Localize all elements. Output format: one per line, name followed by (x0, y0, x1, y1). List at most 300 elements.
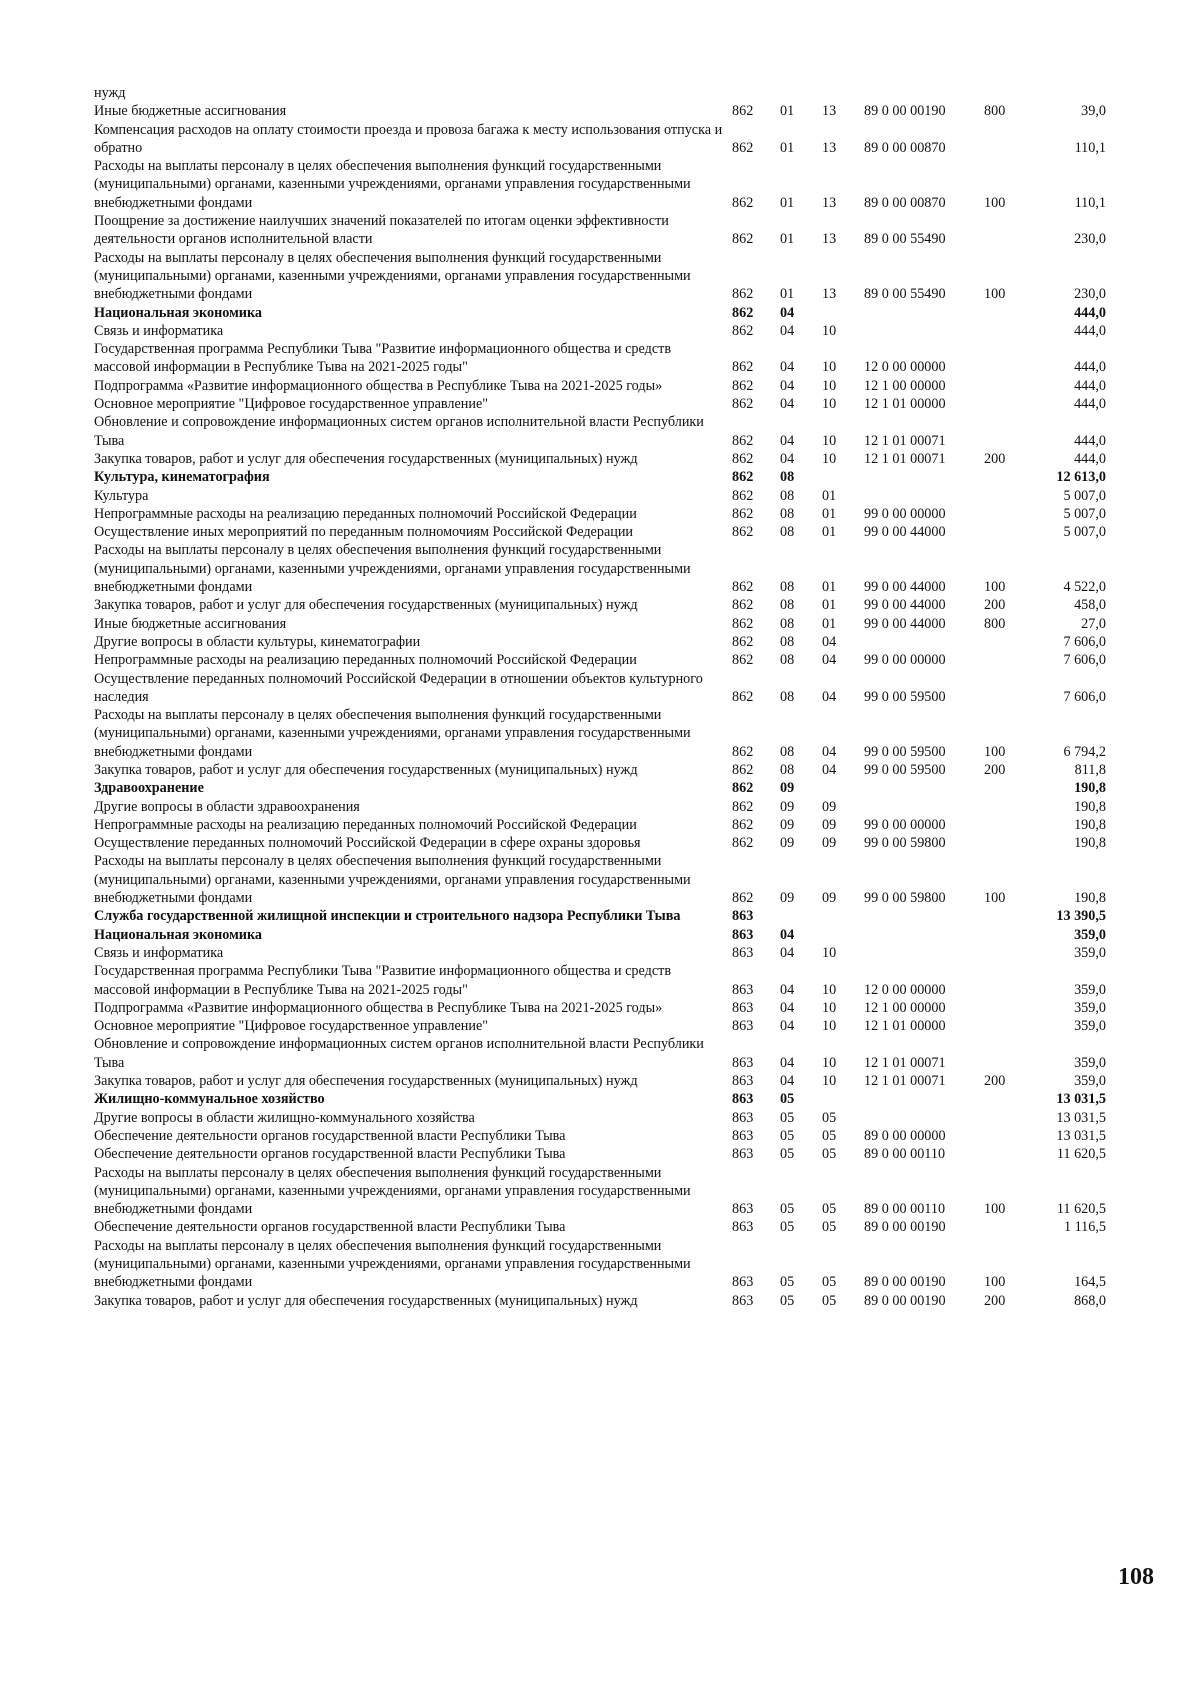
row-subsection: 10 (822, 1073, 837, 1090)
row-target-article (864, 1090, 984, 1108)
row-expense-type: 200 (984, 450, 1006, 467)
row-target-article (864, 304, 984, 322)
row-subsection: 01 (822, 579, 837, 596)
row-amount: 4 522,0 (1063, 579, 1106, 596)
row-admin-code: 863 (732, 1219, 754, 1236)
row-expense-type (984, 999, 1036, 1017)
row-expense-type (984, 944, 1036, 962)
row-name: Осуществление иных мероприятий по переданным полномочиям Российской Федерации (94, 524, 634, 541)
row-target-article: 89 0 00 00870 (864, 194, 946, 211)
row-subsection: 10 (822, 1018, 837, 1035)
row-admin-code: 862 (732, 432, 754, 449)
row-name: Другие вопросы в области культуры, кинематографии (94, 633, 421, 650)
row-admin-code: 862 (732, 597, 754, 614)
row-expense-type (984, 907, 1036, 925)
table-row (94, 249, 1106, 304)
row-amount: 811,8 (1074, 761, 1106, 778)
table-row (94, 999, 1106, 1017)
row-section: 08 (780, 469, 795, 486)
row-name: Национальная экономика (94, 304, 263, 321)
row-subsection: 10 (822, 1054, 837, 1071)
row-name: Непрограммные расходы на реализацию переданных полномочий Российской Федерации (94, 652, 637, 669)
row-name: Подпрограмма «Развитие информационного общества в Республике Тыва на 2021-2025 годы» (94, 999, 663, 1016)
row-section: 05 (780, 1127, 795, 1144)
row-amount: 190,8 (1074, 816, 1106, 833)
row-admin-code: 862 (732, 377, 754, 394)
row-amount: 190,8 (1074, 890, 1106, 907)
row-target-article: 99 0 00 00000 (864, 652, 946, 669)
row-expense-type (984, 84, 1036, 102)
row-expense-type (984, 395, 1036, 413)
row-admin-code: 862 (732, 359, 754, 376)
row-target-article: 12 0 00 00000 (864, 981, 946, 998)
row-section: 08 (780, 633, 795, 650)
row-admin-code: 862 (732, 487, 754, 504)
row-section: 04 (780, 981, 795, 998)
row-admin-code: 863 (732, 1146, 754, 1163)
row-section: 04 (780, 1018, 795, 1035)
budget-table (94, 84, 1106, 1310)
row-section: 04 (780, 1054, 795, 1071)
row-admin-code: 862 (732, 524, 754, 541)
row-name: Государственная программа Республики Тыва "Развитие информационного общества и средств массовой информации в Республике Тыва на 2021-2025 годы" (94, 341, 672, 376)
row-section: 04 (780, 999, 795, 1016)
row-name: Национальная экономика (94, 926, 263, 943)
row-subsection (822, 907, 864, 925)
table-row (94, 505, 1106, 523)
table-row (94, 212, 1106, 249)
row-name: Расходы на выплаты персоналу в целях обеспечения выполнения функций государственными (муниципальными) органами, казенными учреждениями, органами управления государственными внебюджетными фондами (94, 542, 691, 596)
row-amount: 359,0 (1074, 1018, 1106, 1035)
row-amount: 7 606,0 (1063, 688, 1106, 705)
table-row (94, 1109, 1106, 1127)
row-expense-type (984, 798, 1036, 816)
row-amount: 190,8 (1074, 835, 1106, 852)
row-amount: 458,0 (1074, 597, 1106, 614)
table-row (94, 1218, 1106, 1236)
row-section: 09 (780, 798, 795, 815)
row-admin-code: 863 (732, 981, 754, 998)
row-subsection: 13 (822, 139, 837, 156)
row-admin-code: 863 (732, 1274, 754, 1291)
row-name: Обеспечение деятельности органов государственной власти Республики Тыва (94, 1127, 566, 1144)
row-name: Непрограммные расходы на реализацию переданных полномочий Российской Федерации (94, 505, 637, 522)
row-section: 04 (780, 926, 795, 943)
row-admin-code: 862 (732, 103, 754, 120)
row-subsection: 09 (822, 798, 837, 815)
row-amount: 444,0 (1074, 432, 1106, 449)
row-admin-code: 862 (732, 231, 754, 248)
table-row (94, 121, 1106, 158)
row-name: Подпрограмма «Развитие информационного общества в Республике Тыва на 2021-2025 годы» (94, 377, 663, 394)
row-amount: 27,0 (1081, 615, 1106, 632)
row-expense-type (984, 1017, 1036, 1035)
table-row (94, 1292, 1106, 1310)
row-amount: 13 031,5 (1056, 1091, 1106, 1108)
row-section: 05 (780, 1146, 795, 1163)
row-subsection: 09 (822, 816, 837, 833)
table-row (94, 1035, 1106, 1072)
row-target-article: 99 0 00 00000 (864, 816, 946, 833)
row-target-article: 12 0 00 00000 (864, 359, 946, 376)
table-row (94, 1090, 1106, 1108)
row-name: Иные бюджетные ассигнования (94, 103, 287, 120)
table-row (94, 1017, 1106, 1035)
row-amount: 359,0 (1074, 944, 1106, 961)
table-row (94, 596, 1106, 614)
row-name: Закупка товаров, работ и услуг для обеспечения государственных (муниципальных) нужд (94, 1292, 638, 1309)
table-row (94, 852, 1106, 907)
row-name: Поощрение за достижение наилучших значений показателей по итогам оценки эффективности деятельности органов исполнительной власти (94, 213, 669, 248)
row-name: Обновление и сопровождение информационных систем органов исполнительной власти Республики Тыва (94, 1036, 704, 1071)
row-admin-code: 863 (732, 1054, 754, 1071)
row-subsection: 04 (822, 743, 837, 760)
row-expense-type (984, 651, 1036, 669)
row-target-article: 89 0 00 55490 (864, 286, 946, 303)
row-subsection: 13 (822, 231, 837, 248)
row-admin-code: 862 (732, 505, 754, 522)
table-row (94, 615, 1106, 633)
table-row (94, 1072, 1106, 1090)
row-admin-code: 862 (732, 304, 754, 321)
row-admin-code: 862 (732, 835, 754, 852)
row-expense-type (984, 670, 1036, 707)
budget-table-body (94, 84, 1106, 1310)
row-subsection: 05 (822, 1219, 837, 1236)
row-amount: 359,0 (1074, 926, 1106, 943)
row-amount: 359,0 (1074, 1073, 1106, 1090)
row-name: Компенсация расходов на оплату стоимости проезда и провоза багажа к месту использования отпуска и обратно (94, 121, 723, 156)
row-target-article: 99 0 00 44000 (864, 597, 946, 614)
row-subsection: 04 (822, 652, 837, 669)
row-subsection: 13 (822, 103, 837, 120)
row-expense-type: 800 (984, 615, 1006, 632)
row-name: Закупка товаров, работ и услуг для обеспечения государственных (муниципальных) нужд (94, 1073, 638, 1090)
row-expense-type (984, 1109, 1036, 1127)
row-target-article: 12 1 01 00071 (864, 1073, 946, 1090)
row-section: 04 (780, 322, 795, 339)
row-target-article: 99 0 00 59500 (864, 761, 946, 778)
row-expense-type (984, 487, 1036, 505)
table-row (94, 413, 1106, 450)
row-expense-type (984, 1035, 1036, 1072)
row-subsection (822, 926, 864, 944)
row-amount: 359,0 (1074, 1054, 1106, 1071)
row-name: Обеспечение деятельности органов государственной власти Республики Тыва (94, 1146, 566, 1163)
row-section: 08 (780, 688, 795, 705)
row-admin-code: 862 (732, 652, 754, 669)
row-admin-code: 863 (732, 908, 754, 925)
row-expense-type (984, 505, 1036, 523)
row-amount: 359,0 (1074, 981, 1106, 998)
row-amount: 230,0 (1074, 286, 1106, 303)
row-target-article: 89 0 00 00190 (864, 1219, 946, 1236)
row-section: 08 (780, 579, 795, 596)
row-name: нужд (94, 85, 126, 101)
table-row (94, 706, 1106, 761)
row-admin-code: 863 (732, 1292, 754, 1309)
row-section: 05 (780, 1109, 795, 1126)
table-row (94, 102, 1106, 120)
row-expense-type: 100 (984, 743, 1006, 760)
table-row (94, 450, 1106, 468)
row-target-article (864, 322, 984, 340)
row-amount: 359,0 (1074, 999, 1106, 1016)
row-amount: 7 606,0 (1063, 652, 1106, 669)
row-amount: 5 007,0 (1063, 505, 1106, 522)
row-amount: 190,8 (1074, 780, 1106, 797)
table-row (94, 834, 1106, 852)
row-expense-type (984, 926, 1036, 944)
row-section (780, 84, 822, 102)
row-target-article: 12 1 01 00000 (864, 1018, 946, 1035)
row-section: 08 (780, 615, 795, 632)
row-admin-code: 862 (732, 579, 754, 596)
row-admin-code: 863 (732, 1073, 754, 1090)
row-admin-code: 862 (732, 286, 754, 303)
row-subsection: 01 (822, 524, 837, 541)
row-amount: 7 606,0 (1063, 633, 1106, 650)
table-row (94, 1237, 1106, 1292)
table-row (94, 523, 1106, 541)
table-row (94, 157, 1106, 212)
row-admin-code: 862 (732, 633, 754, 650)
row-target-article: 12 1 01 00000 (864, 396, 946, 413)
row-section: 05 (780, 1091, 795, 1108)
row-name: Закупка товаров, работ и услуг для обеспечения государственных (муниципальных) нужд (94, 597, 638, 614)
row-amount: 444,0 (1074, 322, 1106, 339)
table-row (94, 761, 1106, 779)
row-admin-code: 862 (732, 743, 754, 760)
row-name: Расходы на выплаты персоналу в целях обеспечения выполнения функций государственными (муниципальными) органами, казенными учреждениями, органами управления государственными внебюджетными фондами (94, 707, 691, 760)
row-subsection: 01 (822, 615, 837, 632)
table-row (94, 779, 1106, 797)
row-section: 01 (780, 231, 795, 248)
table-row (94, 633, 1106, 651)
row-amount: 444,0 (1074, 377, 1106, 394)
row-section: 08 (780, 487, 795, 504)
row-expense-type: 100 (984, 890, 1006, 907)
row-amount: 5 007,0 (1063, 524, 1106, 541)
row-target-article: 89 0 00 00190 (864, 103, 946, 120)
row-name: Расходы на выплаты персоналу в целях обеспечения выполнения функций государственными (муниципальными) органами, казенными учреждениями, органами управления государственными внебюджетными фондами (94, 158, 691, 211)
row-section: 08 (780, 743, 795, 760)
row-target-article (864, 633, 984, 651)
row-amount: 39,0 (1081, 103, 1106, 120)
row-admin-code: 862 (732, 615, 754, 632)
row-subsection: 04 (822, 688, 837, 705)
table-row (94, 670, 1106, 707)
table-row (94, 962, 1106, 999)
row-amount: 12 613,0 (1056, 469, 1106, 486)
table-row (94, 468, 1106, 486)
row-expense-type (984, 304, 1036, 322)
row-section: 05 (780, 1292, 795, 1309)
row-target-article: 99 0 00 44000 (864, 524, 946, 541)
row-expense-type (984, 468, 1036, 486)
row-expense-type: 100 (984, 194, 1006, 211)
table-row (94, 395, 1106, 413)
row-subsection: 10 (822, 450, 837, 467)
row-expense-type (984, 834, 1036, 852)
row-section: 05 (780, 1219, 795, 1236)
table-row (94, 816, 1106, 834)
row-section: 09 (780, 816, 795, 833)
row-name: Расходы на выплаты персоналу в целях обеспечения выполнения функций государственными (муниципальными) органами, казенными учреждениями, органами управления государственными внебюджетными фондами (94, 853, 691, 907)
row-admin-code: 863 (732, 926, 754, 943)
row-amount: 110,1 (1074, 139, 1106, 156)
table-row (94, 84, 1106, 102)
row-expense-type: 800 (984, 103, 1006, 120)
row-name: Осуществление переданных полномочий Российской Федерации в отношении объектов культурного наследия (94, 670, 703, 705)
row-admin-code: 862 (732, 322, 754, 339)
row-target-article (864, 779, 984, 797)
row-amount: 1 116,5 (1063, 1219, 1106, 1236)
row-name: Государственная программа Республики Тыва "Развитие информационного общества и средств массовой информации в Республике Тыва на 2021-2025 годы" (94, 963, 672, 998)
table-row (94, 340, 1106, 377)
row-subsection: 10 (822, 322, 837, 339)
row-section: 04 (780, 396, 795, 413)
row-expense-type (984, 816, 1036, 834)
row-amount: 13 031,5 (1056, 1127, 1106, 1144)
row-amount: 230,0 (1074, 231, 1106, 248)
row-name: Связь и информатика (94, 944, 224, 961)
row-target-article (864, 487, 984, 505)
table-row (94, 926, 1106, 944)
row-target-article: 99 0 00 59500 (864, 688, 946, 705)
row-admin-code: 862 (732, 780, 754, 797)
row-subsection: 05 (822, 1292, 837, 1309)
row-subsection (822, 84, 864, 102)
row-target-article: 99 0 00 00000 (864, 505, 946, 522)
row-expense-type (984, 779, 1036, 797)
row-subsection: 13 (822, 286, 837, 303)
row-admin-code: 863 (732, 1201, 754, 1218)
row-amount: 13 390,5 (1056, 908, 1106, 925)
row-admin-code: 862 (732, 798, 754, 815)
row-section: 05 (780, 1274, 795, 1291)
row-name: Культура (94, 487, 149, 504)
row-subsection: 10 (822, 981, 837, 998)
row-section: 04 (780, 1073, 795, 1090)
row-name: Основное мероприятие "Цифровое государственное управление" (94, 396, 489, 413)
row-admin-code: 862 (732, 688, 754, 705)
table-row (94, 304, 1106, 322)
row-subsection: 04 (822, 633, 837, 650)
row-expense-type (984, 1218, 1036, 1236)
row-expense-type (984, 1127, 1036, 1145)
row-subsection: 10 (822, 359, 837, 376)
row-amount: 6 794,2 (1063, 743, 1106, 760)
table-row (94, 651, 1106, 669)
row-subsection (822, 304, 864, 322)
row-admin-code: 862 (732, 890, 754, 907)
row-expense-type: 100 (984, 1201, 1006, 1218)
table-row (94, 1127, 1106, 1145)
row-expense-type: 100 (984, 579, 1006, 596)
row-section: 04 (780, 377, 795, 394)
row-admin-code: 863 (732, 1127, 754, 1144)
row-name: Расходы на выплаты персоналу в целях обеспечения выполнения функций государственными (муниципальными) органами, казенными учреждениями, органами управления государственными внебюджетными фондами (94, 249, 691, 303)
table-row (94, 944, 1106, 962)
row-admin-code: 863 (732, 1091, 754, 1108)
row-section: 04 (780, 359, 795, 376)
row-target-article: 89 0 00 00110 (864, 1201, 946, 1218)
row-subsection: 05 (822, 1109, 837, 1126)
row-amount: 11 620,5 (1056, 1201, 1106, 1218)
row-target-article: 12 1 01 00071 (864, 450, 946, 467)
row-admin-code: 862 (732, 194, 754, 211)
row-name: Культура, кинематография (94, 469, 270, 486)
row-subsection (822, 468, 864, 486)
row-subsection: 09 (822, 835, 837, 852)
page-number: 108 (1118, 1564, 1154, 1590)
row-expense-type: 200 (984, 1292, 1006, 1309)
row-name: Другие вопросы в области здравоохранения (94, 798, 360, 815)
row-amount: 110,1 (1074, 194, 1106, 211)
row-target-article: 12 1 01 00071 (864, 1054, 946, 1071)
row-target-article: 99 0 00 59800 (864, 835, 946, 852)
row-target-article: 12 1 00 00000 (864, 377, 946, 394)
row-admin-code (732, 84, 780, 102)
table-row (94, 377, 1106, 395)
row-expense-type (984, 523, 1036, 541)
row-subsection: 10 (822, 377, 837, 394)
row-target-article: 89 0 00 55490 (864, 231, 946, 248)
row-expense-type (984, 340, 1036, 377)
row-target-article (864, 926, 984, 944)
table-row (94, 322, 1106, 340)
row-expense-type: 100 (984, 286, 1006, 303)
row-section: 01 (780, 139, 795, 156)
row-name: Закупка товаров, работ и услуг для обеспечения государственных (муниципальных) нужд (94, 450, 638, 467)
row-amount: 164,5 (1074, 1274, 1106, 1291)
row-section: 09 (780, 835, 795, 852)
row-subsection: 10 (822, 396, 837, 413)
row-amount: 444,0 (1074, 359, 1106, 376)
row-subsection: 05 (822, 1274, 837, 1291)
row-admin-code: 862 (732, 396, 754, 413)
row-subsection: 09 (822, 890, 837, 907)
row-name: Основное мероприятие "Цифровое государственное управление" (94, 1018, 489, 1035)
table-row (94, 1145, 1106, 1163)
row-expense-type (984, 377, 1036, 395)
row-subsection: 04 (822, 761, 837, 778)
table-row (94, 798, 1106, 816)
row-admin-code: 863 (732, 1018, 754, 1035)
row-expense-type (984, 633, 1036, 651)
row-admin-code: 862 (732, 761, 754, 778)
table-row (94, 541, 1106, 596)
row-expense-type (984, 1145, 1036, 1163)
row-target-article (864, 798, 984, 816)
row-target-article: 99 0 00 59500 (864, 743, 946, 760)
row-target-article (864, 1109, 984, 1127)
row-subsection: 13 (822, 194, 837, 211)
row-name: Здравоохранение (94, 780, 204, 797)
row-amount: 5 007,0 (1063, 487, 1106, 504)
row-target-article: 99 0 00 59800 (864, 890, 946, 907)
row-expense-type (984, 413, 1036, 450)
row-subsection: 01 (822, 505, 837, 522)
row-name: Обновление и сопровождение информационных систем органов исполнительной власти Республики Тыва (94, 414, 704, 449)
row-amount: 868,0 (1074, 1292, 1106, 1309)
row-subsection: 10 (822, 944, 837, 961)
row-target-article: 89 0 00 00870 (864, 139, 946, 156)
row-admin-code: 862 (732, 450, 754, 467)
row-section: 08 (780, 524, 795, 541)
row-name: Жилищно-коммунальное хозяйство (94, 1091, 325, 1108)
